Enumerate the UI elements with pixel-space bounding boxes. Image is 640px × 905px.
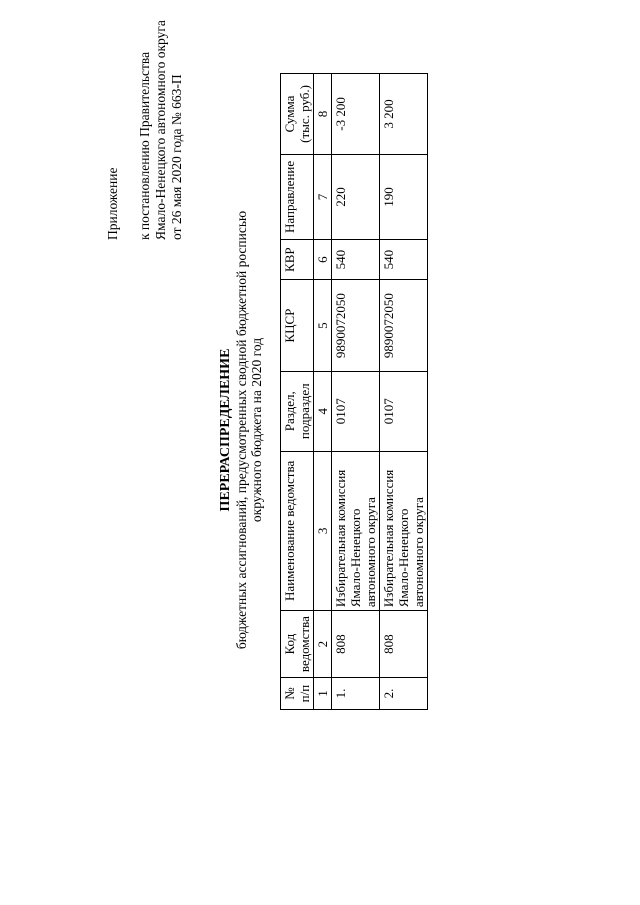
column-number-row: [314, 74, 332, 710]
col-number: 3: [314, 451, 332, 611]
col-number: 7: [314, 154, 332, 239]
appendix-line: от 26 мая 2020 года № 663-П: [169, 74, 184, 240]
document-subtitle: бюджетных ассигнований, предусмотренных сводной бюджетной росписью: [234, 210, 249, 650]
col-number: 5: [314, 280, 332, 371]
cell-section: 0107: [332, 371, 380, 451]
redistribution-table: [280, 73, 428, 710]
appendix-line: к постановлению Правительства: [137, 51, 152, 240]
header-num: № п/п: [281, 678, 314, 710]
header-direction: Направление: [281, 154, 314, 239]
cell-kvr: 540: [332, 239, 380, 279]
header-code: Код ведомства: [281, 611, 314, 678]
cell-name: Избирательная комиссия Ямало-Ненецкого автономного округа: [380, 451, 428, 611]
cell-code: 808: [380, 611, 428, 678]
col-number: 2: [314, 611, 332, 678]
cell-sum: -3 200: [332, 74, 380, 155]
document-title: ПЕРЕРАСПРЕДЕЛЕНИЕ: [218, 348, 233, 512]
header-section: Раздел, подраздел: [281, 371, 314, 451]
cell-kvr: 540: [380, 239, 428, 279]
table-row: [380, 74, 428, 710]
col-number: 6: [314, 239, 332, 279]
header-name: Наименование ведомства: [281, 451, 314, 611]
cell-section: 0107: [380, 371, 428, 451]
cell-code: 808: [332, 611, 380, 678]
appendix-title: Приложение: [105, 167, 120, 240]
document-heading: [218, 40, 264, 820]
cell-name: Избирательная комиссия Ямало-Ненецкого автономного округа: [332, 451, 380, 611]
appendix-block: [105, 20, 185, 240]
header-sum: Сумма (тыс. руб.): [281, 74, 314, 155]
cell-num: 1.: [332, 678, 380, 710]
col-number: 4: [314, 371, 332, 451]
col-number: 8: [314, 74, 332, 155]
cell-direction: 190: [380, 154, 428, 239]
cell-sum: 3 200: [380, 74, 428, 155]
cell-kcsr: 9890072050: [332, 280, 380, 371]
cell-direction: 220: [332, 154, 380, 239]
cell-kcsr: 9890072050: [380, 280, 428, 371]
table-header-row: [281, 74, 314, 710]
header-kvr: КВР: [281, 239, 314, 279]
appendix-line: Ямало-Ненецкого автономного округа: [153, 20, 168, 240]
cell-num: 2.: [380, 678, 428, 710]
header-kcsr: КЦСР: [281, 280, 314, 371]
table-row: [332, 74, 380, 710]
col-number: 1: [314, 678, 332, 710]
document-subtitle: окружного бюджета на 2020 год: [249, 337, 264, 523]
